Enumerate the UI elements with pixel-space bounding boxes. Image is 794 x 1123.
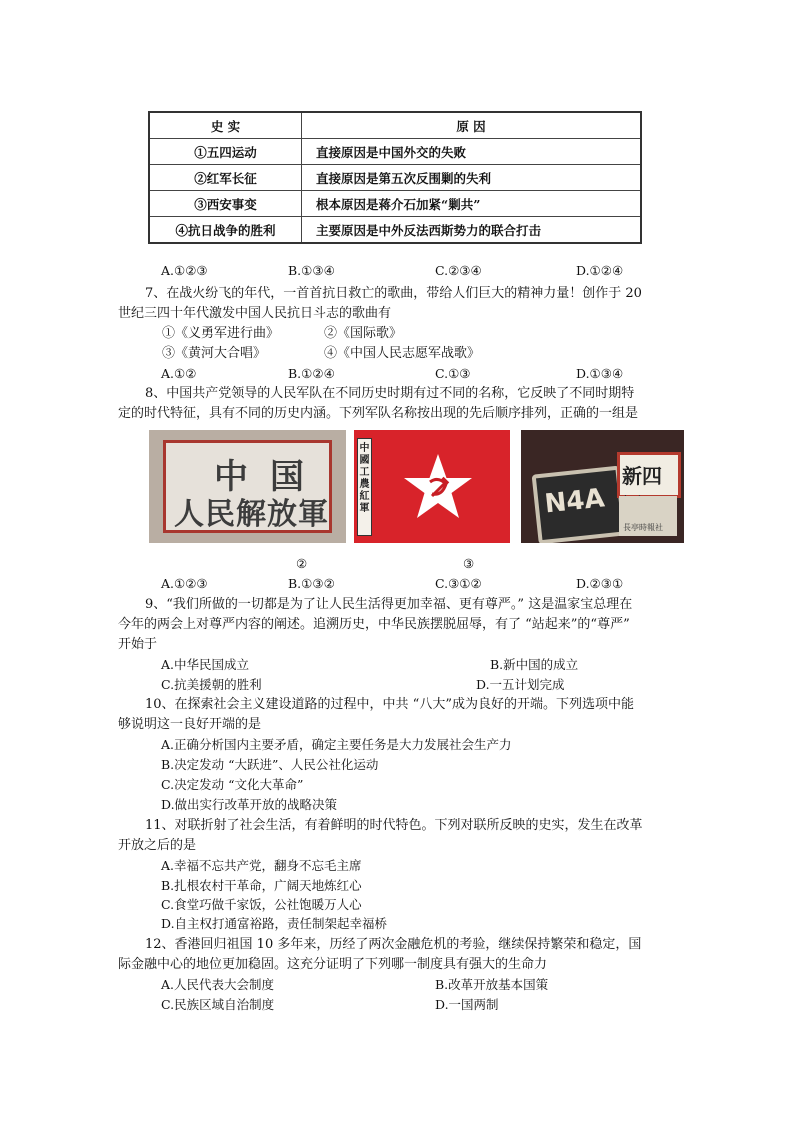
q7-option-d: D.①③④ [576, 366, 624, 381]
table-cell-reason: 直接原因是中国外交的失败 [302, 139, 642, 165]
photo-pla-armband [149, 430, 346, 543]
q7-item-1: ①《义勇军进行曲》 [162, 326, 280, 341]
q12-stem-line2: 际金融中心的地位更加稳固。这充分证明了下列哪一制度具有强大的生命力 [118, 957, 548, 972]
q12-stem-line1: 12、香港回归祖国 10 多年来，历经了两次金融危机的考验，继续保持繁荣和稳定，国 [145, 937, 642, 952]
q10-option-b: B.决定发动 “大跃进”、人民公社化运动 [161, 757, 379, 772]
q8-caption-3: ③ [463, 556, 475, 571]
q10-option-d: D.做出实行改革开放的战略决策 [161, 797, 338, 812]
new-fourth-army-text: 新四 [622, 464, 662, 488]
photo-new-fourth-army [521, 430, 684, 543]
q8-stem-line2: 定的时代特征，具有不同的历史内涵。下列军队名称按出现的先后顺序排列，正确的一组是 [118, 406, 639, 421]
q6-option-b: B.①③④ [288, 263, 335, 278]
table-header-reason: 原 因 [302, 112, 642, 139]
q11-option-c: C.食堂巧做千家饭，公社饱暖万人心 [161, 897, 362, 912]
history-facts-table [148, 111, 642, 244]
table-row [149, 191, 641, 217]
q12-option-a: A.人民代表大会制度 [161, 977, 275, 992]
q8-caption-2: ② [296, 556, 308, 571]
q12-option-b: B.改革开放基本国策 [435, 977, 549, 992]
q6-option-c: C.②③④ [435, 263, 482, 278]
q7-stem-line2: 世纪三四十年代激发中国人民抗日斗志的歌曲有 [118, 306, 392, 321]
q7-option-b: B.①②④ [288, 366, 335, 381]
q9-stem-line1: 9、“我们所做的一切都是为了让人民生活得更加幸福、更有尊严。” 这是温家宝总理在 [145, 597, 633, 612]
newspaper-text: 長亭時報社 [623, 523, 663, 532]
q8-stem-line1: 8、中国共产党领导的人民军队在不同历史时期有过不同的名称，它反映了不同时期特 [145, 386, 635, 401]
table-header-fact: 史 实 [149, 112, 302, 139]
q11-option-b: B.扎根农村干革命，广阔天地炼红心 [161, 878, 362, 893]
q11-stem-line2: 开放之后的是 [118, 838, 197, 853]
photo-red-army-flag [354, 430, 510, 543]
table-cell-fact: ④抗日战争的胜利 [149, 217, 302, 244]
new-fourth-army-badge [617, 452, 681, 498]
history-facts-table-wrapper [148, 111, 642, 244]
q7-option-a: A.①② [161, 366, 197, 381]
q6-option-d: D.①②④ [576, 263, 624, 278]
q8-option-a: A.①②③ [161, 576, 208, 591]
q7-stem-line1: 7、在战火纷飞的年代，一首首抗日救亡的歌曲，带给人们巨大的精神力量！创作于 20 [145, 286, 642, 301]
n4a-text: N4A [543, 483, 606, 520]
armband-text-line2: 人民解放軍 [174, 497, 329, 532]
q9-option-c: C.抗美援朝的胜利 [161, 677, 262, 692]
q12-option-c: C.民族区域自治制度 [161, 997, 275, 1012]
q7-option-c: C.①③ [435, 366, 471, 381]
q11-stem-line1: 11、对联折射了社会生活，有着鲜明的时代特色。下列对联所反映的史实，发生在改革 [145, 818, 643, 833]
q11-option-d: D.自主权打通富裕路，责任制架起幸福桥 [161, 916, 388, 931]
table-row [149, 165, 641, 191]
q9-option-a: A.中华民国成立 [161, 657, 250, 672]
flag-side-label: 中國工農紅軍 [357, 438, 372, 536]
q9-stem-line2: 今年的两会上对尊严内容的阐述。追溯历史，中华民族摆脱屈辱，有了 “站起来”的“尊严” [118, 617, 630, 632]
q8-option-b: B.①③② [288, 576, 335, 591]
n4a-badge [532, 466, 627, 543]
table-row [149, 139, 641, 165]
table-row [149, 217, 641, 244]
table-cell-reason: 主要原因是中外反法西斯势力的联合打击 [302, 217, 642, 244]
q10-stem-line2: 够说明这一良好开端的是 [118, 717, 262, 732]
red-star-icon [402, 452, 474, 522]
q8-option-d: D.②③① [576, 576, 624, 591]
q9-option-b: B.新中国的成立 [490, 657, 579, 672]
table-cell-reason: 根本原因是蒋介石加紧“剿共” [302, 191, 642, 217]
q8-option-c: C.③①② [435, 576, 482, 591]
table-cell-fact: ③西安事变 [149, 191, 302, 217]
q7-item-4: ④《中国人民志愿军战歌》 [324, 346, 481, 361]
table-cell-reason: 直接原因是第五次反围剿的失利 [302, 165, 642, 191]
table-cell-fact: ②红军长征 [149, 165, 302, 191]
q12-option-d: D.一国两制 [435, 997, 499, 1012]
q9-stem-line3: 开始于 [118, 637, 158, 652]
armband-cloth [163, 440, 332, 533]
table-cell-fact: ①五四运动 [149, 139, 302, 165]
q11-option-a: A.幸福不忘共产党，翻身不忘毛主席 [161, 858, 362, 873]
q6-option-a: A.①②③ [161, 263, 208, 278]
newspaper-clip [619, 496, 677, 536]
q7-item-2: ②《国际歌》 [324, 326, 403, 341]
armband-text-line1: 中国 [214, 457, 326, 497]
q10-option-a: A.正确分析国内主要矛盾，确定主要任务是大力发展社会生产力 [161, 737, 512, 752]
q9-option-d: D.一五计划完成 [476, 677, 565, 692]
q7-item-3: ③《黄河大合唱》 [162, 346, 267, 361]
q10-stem-line1: 10、在探索社会主义建设道路的过程中，中共 “八大”成为良好的开端。下列选项中能 [145, 697, 634, 712]
table-header-row [149, 112, 641, 139]
q10-option-c: C.决定发动 “文化大革命” [161, 777, 304, 792]
